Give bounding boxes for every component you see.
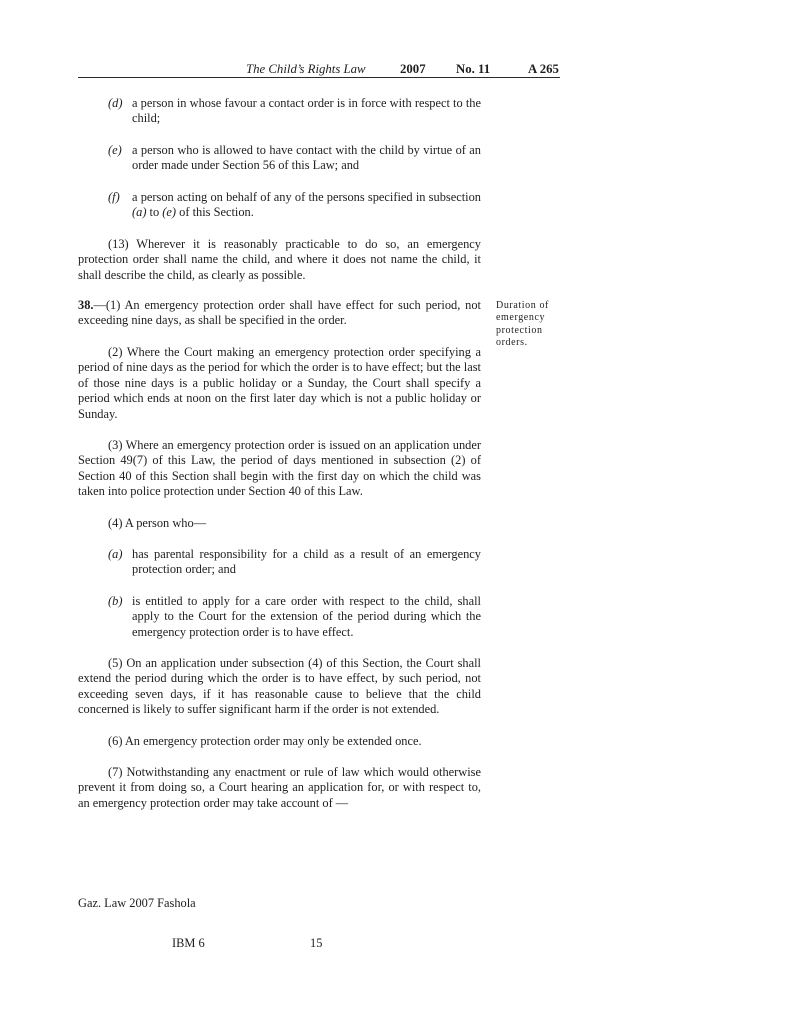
- subsection-6: (6) An emergency protection order may only be extended once.: [108, 734, 422, 748]
- item-label: (d): [108, 96, 123, 110]
- item-label: (f): [108, 190, 120, 204]
- paragraph-13: (13) Wherever it is reasonably practicable to do so, an emergency protection order shall name the child, and where it does not name the child, it shall describe the child, as clearly as possible.: [78, 237, 481, 282]
- subsection-5: (5) On an application under subsection (4) of this Section, the Court shall extend the period during which the order is to have effect, by such period, not exceeding seven days, if it has reasonable cause to believe that the child concerned is likely to suffer significant harm if the order is not extended.: [78, 656, 481, 717]
- item-text: a person acting on behalf of any of the persons specified in subsection (a) to (e) of this Section.: [132, 190, 481, 220]
- footer-sheet-number: 15: [310, 936, 323, 950]
- footer-gazette-note: Gaz. Law 2007 Fashola: [78, 896, 196, 910]
- item-label: (a): [108, 547, 123, 561]
- gazette-number: No. 11: [456, 62, 491, 76]
- footer-print-code: IBM 6: [172, 936, 205, 950]
- list-item-f: [108, 190, 481, 221]
- list-item-e: [108, 143, 481, 174]
- item-text: has parental responsibility for a child as a result of an emergency protection order; and: [132, 547, 481, 577]
- list-item-d: [108, 96, 481, 127]
- section-number: 38.: [78, 298, 94, 312]
- item-text: a person who is allowed to have contact with the child by virtue of an order made under Section 56 of this Law; and: [132, 143, 481, 173]
- item-text: is entitled to apply for a care order with respect to the child, shall apply to the Court for the extension of the period during which the emergency protection order is to have effect.: [132, 594, 481, 639]
- list-item-a: [108, 547, 481, 578]
- subsection-2: (2) Where the Court making an emergency protection order specifying a period of nine days as the period for which the order is to have effect; but the last of those nine days is a public holiday or a Sunday, the Court shall specify a period which ends at noon on the first later day which is not a public holiday or Sunday.: [78, 345, 481, 421]
- section-38-subsection-1: 38.—(1) An emergency protection order shall have effect for such period, not exceeding nine days, as shall be specified in the order.: [78, 298, 481, 328]
- subsection-7: (7) Notwithstanding any enactment or rule of law which would otherwise prevent it from doing so, a Court hearing an application for, or with respect to, an emergency protection order may take account of —: [78, 765, 481, 810]
- page-number: A 265: [528, 62, 559, 76]
- subsection-4: (4) A person who—: [108, 516, 207, 530]
- item-text: a person in whose favour a contact order is in force with respect to the child;: [132, 96, 481, 126]
- item-label: (b): [108, 594, 123, 608]
- margin-note: Duration of emergency protection orders.: [496, 300, 549, 349]
- list-item-b: [108, 594, 481, 640]
- subsection-3: (3) Where an emergency protection order is issued on an application under Section 49(7) of this Law, the period of days mentioned in subsection (2) of Section 40 of this Section shall begin with the first day on which the child was taken into police protection under Section 40 of this Law.: [78, 438, 481, 499]
- header-rule: [78, 77, 560, 78]
- item-label: (e): [108, 143, 122, 157]
- gazette-year: 2007: [400, 62, 426, 76]
- running-title: The Child’s Rights Law: [246, 62, 366, 76]
